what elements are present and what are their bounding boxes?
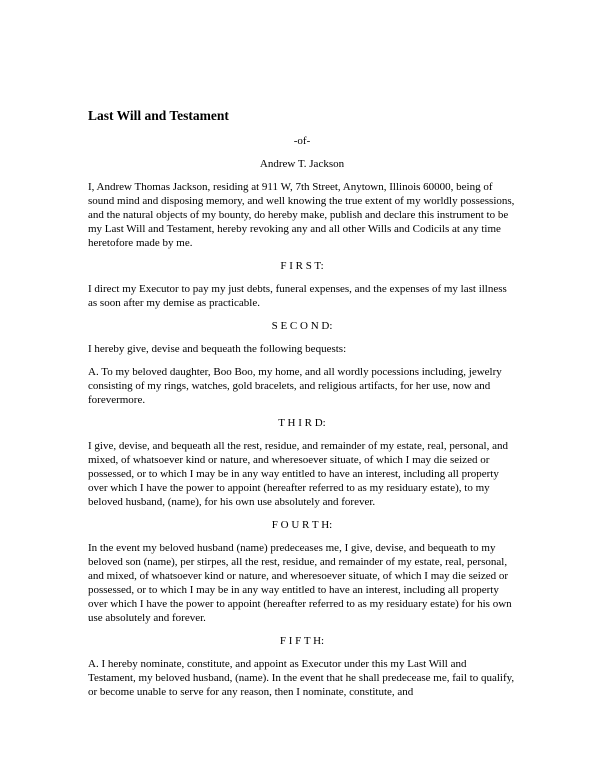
section-fifth-paragraph: A. I hereby nominate, constitute, and appoint as Executor under this my Last Will and Testament, my beloved husband, (name). In the event that he shall predecease me, fail to qualify, or become unable to serve for any reason, then I nominate, constitute, and [88,658,515,698]
section-second-paragraph-bequest-a: A. To my beloved daughter, Boo Boo, my home, and all wordly pocessions including, jewelry consisting of my rings, watches, gold bracelets, and religious artifacts, for her use, now and forevermore. [88,366,502,406]
document-title: Last Will and Testament [88,108,229,123]
section-first [88,259,516,310]
opening-paragraph: I, Andrew Thomas Jackson, residing at 911 W, 7th Street, Anytown, Illinois 60000, being of sound mind and disposing memory, and well knowing the true extent of my worldly possessions, and the natural objects of my bounty, do hereby make, publish and declare this instrument to be my Last Will and Testament, hereby revoking any and all other Wills and Codicils at any time heretofore made by me. [88,181,515,249]
section-heading-third: T H I R D: [278,417,326,429]
section-second-paragraph-intro: I hereby give, devise and bequeath the following bequests: [88,343,347,355]
section-first-paragraph: I direct my Executor to pay my just debts, funeral expenses, and the expenses of my last illness as soon after my demise as practicable. [88,283,507,309]
section-third [88,416,516,509]
section-heading-fifth: F I F T H: [279,635,325,647]
section-heading-second: S E C O N D: [271,320,333,332]
testator-name: Andrew T. Jackson [259,158,345,170]
section-second [88,319,516,407]
of-line: -of- [293,135,311,147]
section-fifth [88,634,516,699]
section-fourth [88,518,516,625]
section-fourth-paragraph: In the event my beloved husband (name) predeceases me, I give, devise, and bequeath to my beloved son (name), per stirpes, all the rest, residue, and remainder of my estate, real, personal, and mixed, of whatsoever kind or nature, and wheresoever situate, of which I may die seized or possessed, or to which I may be in any way entitled to have an interest, including all property over which I have the power to appoint (hereafter referred to as my residuary estate) for his own use absolutely and forever. [88,542,512,624]
section-heading-first: F I R S T: [280,260,324,272]
section-heading-fourth: F O U R T H: [271,519,333,531]
section-third-paragraph: I give, devise, and bequeath all the rest, residue, and remainder of my estate, real, personal, and mixed, of whatsoever kind or nature, and wheresoever situate, of which I may die seized or possessed, or to which I may be in any way entitled to have an interest, including all property over which I have the power to appoint (hereafter referred to as my residuary estate), to my beloved husband, (name), for his own use absolutely and forever. [88,440,508,508]
